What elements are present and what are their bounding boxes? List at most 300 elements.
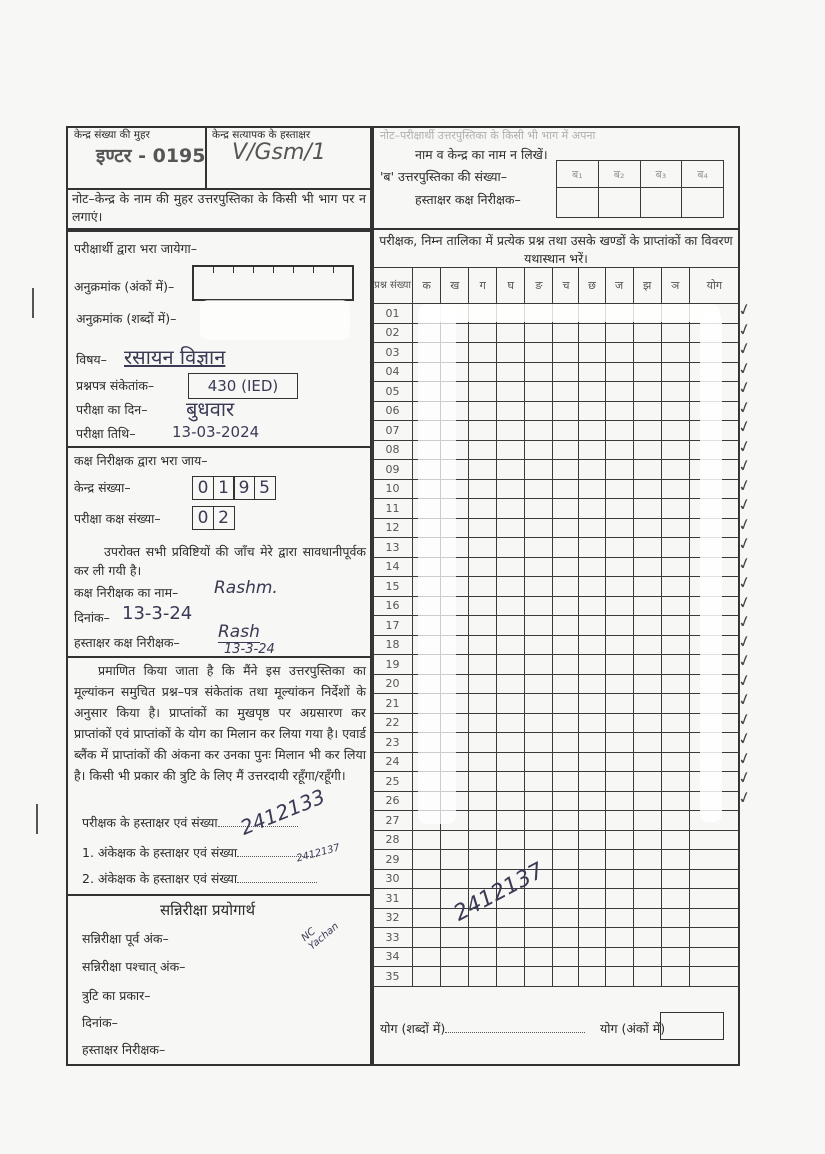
b-copy-sign-3[interactable] — [640, 188, 682, 218]
marks-cell[interactable] — [579, 362, 605, 382]
marks-cell[interactable] — [553, 752, 579, 772]
marks-cell[interactable] — [497, 635, 525, 655]
marks-cell[interactable] — [553, 850, 579, 870]
marks-cell[interactable] — [579, 323, 605, 343]
marks-cell[interactable] — [633, 616, 661, 636]
marks-cell[interactable] — [633, 947, 661, 967]
marks-cell[interactable] — [553, 538, 579, 558]
marks-cell[interactable] — [413, 850, 441, 870]
marks-cell[interactable] — [579, 655, 605, 675]
marks-cell[interactable] — [441, 869, 469, 889]
roll-words-redaction — [200, 300, 350, 340]
marks-cell[interactable] — [605, 440, 633, 460]
marks-cell[interactable] — [579, 577, 605, 597]
marks-cell[interactable] — [553, 889, 579, 909]
marks-cell[interactable] — [633, 674, 661, 694]
marks-cell[interactable] — [469, 421, 497, 441]
marks-cell[interactable] — [661, 928, 689, 948]
marks-cell[interactable] — [605, 616, 633, 636]
marks-cell[interactable] — [497, 713, 525, 733]
marks-cell[interactable] — [525, 499, 553, 519]
marks-cell[interactable] — [633, 694, 661, 714]
marks-cell[interactable] — [525, 538, 553, 558]
marks-cell[interactable] — [413, 928, 441, 948]
marks-cell[interactable] — [469, 967, 497, 987]
marks-cell[interactable] — [579, 479, 605, 499]
marks-cell[interactable] — [469, 343, 497, 363]
marks-cell[interactable] — [605, 538, 633, 558]
marks-cell[interactable] — [525, 460, 553, 480]
marks-cell[interactable] — [497, 538, 525, 558]
marks-cell[interactable] — [661, 421, 689, 441]
marks-cell[interactable] — [441, 850, 469, 870]
marks-cell[interactable] — [579, 343, 605, 363]
marks-cell[interactable] — [633, 460, 661, 480]
marks-cell[interactable] — [661, 538, 689, 558]
marks-cell[interactable] — [633, 479, 661, 499]
marks-cell[interactable] — [605, 791, 633, 811]
marks-cell[interactable] — [579, 616, 605, 636]
marks-cell[interactable] — [553, 460, 579, 480]
marks-cell[interactable] — [525, 343, 553, 363]
marks-cell[interactable] — [553, 479, 579, 499]
marks-cell[interactable] — [605, 577, 633, 597]
marks-cell[interactable] — [579, 928, 605, 948]
marks-cell[interactable] — [525, 577, 553, 597]
marks-cell[interactable] — [633, 791, 661, 811]
marks-cell[interactable] — [661, 479, 689, 499]
marks-cell[interactable] — [553, 440, 579, 460]
marks-cell[interactable] — [661, 908, 689, 928]
marks-cell[interactable] — [633, 421, 661, 441]
marks-cell[interactable] — [525, 635, 553, 655]
marks-cell[interactable] — [553, 499, 579, 519]
marks-cell[interactable] — [579, 499, 605, 519]
marks-cell[interactable] — [497, 518, 525, 538]
marks-cell[interactable] — [413, 830, 441, 850]
marks-cell[interactable] — [661, 811, 689, 831]
marks-cell[interactable] — [441, 947, 469, 967]
marks-cell[interactable] — [525, 655, 553, 675]
marks-cell[interactable] — [553, 518, 579, 538]
marks-cell[interactable] — [441, 928, 469, 948]
marks-cell[interactable] — [661, 791, 689, 811]
marks-cell[interactable] — [469, 811, 497, 831]
marks-cell[interactable] — [579, 889, 605, 909]
row-total-cell[interactable] — [689, 928, 739, 948]
marks-cell[interactable] — [497, 401, 525, 421]
marks-cell[interactable] — [497, 382, 525, 402]
marks-cell[interactable] — [469, 362, 497, 382]
marks-cell[interactable] — [525, 772, 553, 792]
row-total-cell[interactable] — [689, 850, 739, 870]
marks-cell[interactable] — [413, 967, 441, 987]
marks-cell[interactable] — [469, 557, 497, 577]
marks-cell[interactable] — [633, 655, 661, 675]
marks-cell[interactable] — [579, 635, 605, 655]
marks-cell[interactable] — [553, 362, 579, 382]
marks-cell[interactable] — [579, 752, 605, 772]
marks-cell[interactable] — [661, 616, 689, 636]
marks-cell[interactable] — [605, 694, 633, 714]
row-total-cell[interactable] — [689, 889, 739, 909]
marks-cell[interactable] — [497, 694, 525, 714]
marks-cell[interactable] — [497, 440, 525, 460]
marks-cell[interactable] — [579, 967, 605, 987]
marks-cell[interactable] — [469, 323, 497, 343]
checker2-sign-line[interactable] — [237, 882, 317, 883]
marks-cell[interactable] — [469, 850, 497, 870]
marks-cell[interactable] — [661, 713, 689, 733]
marks-cell[interactable] — [553, 694, 579, 714]
marks-cell[interactable] — [661, 674, 689, 694]
marks-cell[interactable] — [605, 362, 633, 382]
marks-cell[interactable] — [633, 772, 661, 792]
marks-cell[interactable] — [525, 616, 553, 636]
marks-cell[interactable] — [553, 616, 579, 636]
marks-cell[interactable] — [497, 967, 525, 987]
marks-cell[interactable] — [579, 518, 605, 538]
marks-cell[interactable] — [579, 538, 605, 558]
marks-cell[interactable] — [661, 440, 689, 460]
marks-cell[interactable] — [413, 889, 441, 909]
marks-cell[interactable] — [497, 908, 525, 928]
marks-cell[interactable] — [579, 382, 605, 402]
marks-cell[interactable] — [469, 830, 497, 850]
marks-cell[interactable] — [553, 772, 579, 792]
marks-cell[interactable] — [605, 869, 633, 889]
row-total-cell[interactable] — [689, 869, 739, 889]
marks-cell[interactable] — [605, 382, 633, 402]
marks-cell[interactable] — [661, 362, 689, 382]
marks-cell[interactable] — [525, 596, 553, 616]
marks-cell[interactable] — [469, 616, 497, 636]
marks-cell[interactable] — [605, 752, 633, 772]
marks-cell[interactable] — [469, 518, 497, 538]
marks-cell[interactable] — [605, 479, 633, 499]
marks-cell[interactable] — [661, 733, 689, 753]
marks-cell[interactable] — [497, 733, 525, 753]
marks-cell[interactable] — [633, 557, 661, 577]
marks-cell[interactable] — [579, 830, 605, 850]
marks-cell[interactable] — [579, 421, 605, 441]
marks-cell[interactable] — [469, 382, 497, 402]
marks-cell[interactable] — [497, 499, 525, 519]
marks-cell[interactable] — [633, 596, 661, 616]
marks-cell[interactable] — [553, 967, 579, 987]
marks-cell[interactable] — [605, 674, 633, 694]
marks-cell[interactable] — [413, 908, 441, 928]
marks-cell[interactable] — [553, 674, 579, 694]
marks-cell[interactable] — [633, 382, 661, 402]
marks-cell[interactable] — [525, 479, 553, 499]
marks-cell[interactable] — [469, 772, 497, 792]
marks-cell[interactable] — [469, 674, 497, 694]
marks-cell[interactable] — [553, 830, 579, 850]
marks-cell[interactable] — [469, 752, 497, 772]
marks-cell[interactable] — [633, 869, 661, 889]
marks-cell[interactable] — [579, 674, 605, 694]
marks-cell[interactable] — [553, 713, 579, 733]
marks-cell[interactable] — [579, 401, 605, 421]
marks-cell[interactable] — [605, 499, 633, 519]
marks-cell[interactable] — [579, 557, 605, 577]
marks-cell[interactable] — [579, 772, 605, 792]
marks-cell[interactable] — [605, 908, 633, 928]
marks-cell[interactable] — [553, 869, 579, 889]
marks-cell[interactable] — [553, 655, 579, 675]
marks-cell[interactable] — [469, 538, 497, 558]
marks-cell[interactable] — [633, 538, 661, 558]
marks-cell[interactable] — [497, 362, 525, 382]
marks-cell[interactable] — [525, 382, 553, 402]
marks-cell[interactable] — [661, 889, 689, 909]
marks-cell[interactable] — [553, 811, 579, 831]
verification-text: उपरोक्त सभी प्रविष्टियों की जाँच मेरे द्वारा सावधानीपूर्वक कर ली गयी है। — [74, 544, 366, 578]
marks-cell[interactable] — [525, 362, 553, 382]
marks-cell[interactable] — [633, 908, 661, 928]
marks-cell[interactable] — [605, 518, 633, 538]
marks-cell[interactable] — [605, 635, 633, 655]
marks-cell[interactable] — [553, 791, 579, 811]
marks-cell[interactable] — [525, 928, 553, 948]
marks-cell[interactable] — [605, 323, 633, 343]
marks-cell[interactable] — [497, 616, 525, 636]
marks-cell[interactable] — [579, 440, 605, 460]
marks-cell[interactable] — [525, 947, 553, 967]
marks-cell[interactable] — [633, 577, 661, 597]
marks-cell[interactable] — [605, 928, 633, 948]
marks-cell[interactable] — [525, 967, 553, 987]
marks-cell[interactable] — [633, 362, 661, 382]
marks-cell[interactable] — [661, 460, 689, 480]
marks-cell[interactable] — [661, 772, 689, 792]
question-number: 28 — [373, 830, 413, 850]
marks-cell[interactable] — [525, 733, 553, 753]
marks-cell[interactable] — [525, 811, 553, 831]
marks-cell[interactable] — [469, 401, 497, 421]
marks-cell[interactable] — [579, 596, 605, 616]
marks-cell[interactable] — [633, 518, 661, 538]
marks-cell[interactable] — [525, 908, 553, 928]
marks-cell[interactable] — [413, 947, 441, 967]
marks-cell[interactable] — [469, 928, 497, 948]
marks-cell[interactable] — [525, 421, 553, 441]
marks-cell[interactable] — [525, 401, 553, 421]
marks-cell[interactable] — [553, 947, 579, 967]
marks-cell[interactable] — [633, 323, 661, 343]
marks-cell[interactable] — [553, 343, 579, 363]
marks-cell[interactable] — [497, 323, 525, 343]
marks-cell[interactable] — [661, 635, 689, 655]
marks-cell[interactable] — [469, 596, 497, 616]
marks-cell[interactable] — [661, 323, 689, 343]
total-words-line[interactable] — [445, 1032, 585, 1033]
marks-cell[interactable] — [497, 343, 525, 363]
marks-cell[interactable] — [553, 733, 579, 753]
marks-cell[interactable] — [497, 596, 525, 616]
b-copy-sign-4[interactable] — [682, 188, 724, 218]
marks-cell[interactable] — [633, 752, 661, 772]
marks-cell[interactable] — [605, 830, 633, 850]
marks-cell[interactable] — [633, 440, 661, 460]
marks-cell[interactable] — [497, 479, 525, 499]
marks-cell[interactable] — [605, 421, 633, 441]
marks-cell[interactable] — [605, 557, 633, 577]
marks-cell[interactable] — [469, 791, 497, 811]
question-number: 01 — [373, 304, 413, 324]
marks-cell[interactable] — [413, 869, 441, 889]
marks-cell[interactable] — [579, 713, 605, 733]
row-total-cell[interactable] — [689, 908, 739, 928]
marks-cell[interactable] — [661, 401, 689, 421]
marks-cell[interactable] — [497, 752, 525, 772]
marks-cell[interactable] — [553, 908, 579, 928]
marks-cell[interactable] — [525, 889, 553, 909]
marks-cell[interactable] — [661, 967, 689, 987]
marks-cell[interactable] — [553, 421, 579, 441]
marks-cell[interactable] — [579, 460, 605, 480]
marks-cell[interactable] — [633, 343, 661, 363]
marks-cell[interactable] — [661, 343, 689, 363]
marks-cell[interactable] — [525, 713, 553, 733]
marks-cell[interactable] — [525, 323, 553, 343]
marks-cell[interactable] — [633, 967, 661, 987]
marks-cell[interactable] — [661, 752, 689, 772]
marks-cell[interactable] — [441, 967, 469, 987]
marks-cell[interactable] — [497, 830, 525, 850]
marks-cell[interactable] — [525, 791, 553, 811]
marks-cell[interactable] — [497, 772, 525, 792]
marks-cell[interactable] — [661, 947, 689, 967]
marks-cell[interactable] — [605, 401, 633, 421]
marks-cell[interactable] — [497, 557, 525, 577]
marks-cell[interactable] — [469, 694, 497, 714]
marks-cell[interactable] — [605, 655, 633, 675]
marks-cell[interactable] — [633, 830, 661, 850]
marks-cell[interactable] — [469, 440, 497, 460]
marks-cell[interactable] — [579, 850, 605, 870]
marks-cell[interactable] — [633, 811, 661, 831]
marks-cell[interactable] — [661, 850, 689, 870]
marks-cell[interactable] — [525, 830, 553, 850]
marks-cell[interactable] — [497, 947, 525, 967]
marks-cell[interactable] — [661, 382, 689, 402]
row-total-cell[interactable] — [689, 967, 739, 987]
marks-cell[interactable] — [469, 635, 497, 655]
marks-cell[interactable] — [469, 713, 497, 733]
marks-cell[interactable] — [497, 655, 525, 675]
marks-cell[interactable] — [661, 869, 689, 889]
marks-cell[interactable] — [553, 323, 579, 343]
marks-cell[interactable] — [579, 733, 605, 753]
marks-cell[interactable] — [553, 401, 579, 421]
b-copy-sign-1[interactable] — [557, 188, 599, 218]
marks-cell[interactable] — [497, 811, 525, 831]
marks-cell[interactable] — [553, 635, 579, 655]
marks-cell[interactable] — [525, 440, 553, 460]
marks-cell[interactable] — [661, 830, 689, 850]
marks-cell[interactable] — [661, 577, 689, 597]
marks-cell[interactable] — [579, 811, 605, 831]
marks-cell[interactable] — [553, 557, 579, 577]
marks-cell[interactable] — [633, 401, 661, 421]
marks-cell[interactable] — [469, 733, 497, 753]
marks-cell[interactable] — [661, 499, 689, 519]
marks-cell[interactable] — [633, 499, 661, 519]
marks-cell[interactable] — [525, 752, 553, 772]
marks-cell[interactable] — [497, 928, 525, 948]
marks-cell[interactable] — [661, 694, 689, 714]
marks-cell[interactable] — [661, 518, 689, 538]
marks-cell[interactable] — [605, 733, 633, 753]
marks-cell[interactable] — [605, 811, 633, 831]
marks-cell[interactable] — [605, 343, 633, 363]
marks-cell[interactable] — [605, 947, 633, 967]
marks-cell[interactable] — [579, 908, 605, 928]
marks-cell[interactable] — [525, 694, 553, 714]
row-total-cell[interactable] — [689, 830, 739, 850]
margin-mark — [32, 288, 34, 318]
marks-cell[interactable] — [553, 596, 579, 616]
marks-cell[interactable] — [469, 655, 497, 675]
marks-cell[interactable] — [469, 479, 497, 499]
b-copy-sign-2[interactable] — [598, 188, 640, 218]
grid-redaction — [420, 304, 720, 322]
roll-digits-input[interactable] — [192, 265, 354, 301]
marks-cell[interactable] — [579, 694, 605, 714]
marks-cell[interactable] — [605, 460, 633, 480]
marks-cell[interactable] — [497, 460, 525, 480]
marks-cell[interactable] — [525, 557, 553, 577]
marks-cell[interactable] — [605, 850, 633, 870]
marks-cell[interactable] — [633, 733, 661, 753]
marks-cell[interactable] — [497, 577, 525, 597]
marks-cell[interactable] — [605, 772, 633, 792]
total-digits-box[interactable] — [660, 1012, 724, 1040]
marks-cell[interactable] — [605, 967, 633, 987]
marks-cell[interactable] — [661, 596, 689, 616]
marks-cell[interactable] — [605, 713, 633, 733]
marks-cell[interactable] — [633, 928, 661, 948]
marks-cell[interactable] — [579, 791, 605, 811]
marks-cell[interactable] — [525, 674, 553, 694]
marks-cell[interactable] — [469, 947, 497, 967]
marks-cell[interactable] — [579, 869, 605, 889]
marks-cell[interactable] — [633, 713, 661, 733]
marks-cell[interactable] — [553, 577, 579, 597]
marks-cell[interactable] — [497, 421, 525, 441]
marks-cell[interactable] — [605, 889, 633, 909]
marks-cell[interactable] — [633, 889, 661, 909]
marks-cell[interactable] — [605, 596, 633, 616]
marks-cell[interactable] — [469, 499, 497, 519]
marks-cell[interactable] — [661, 557, 689, 577]
marks-cell[interactable] — [525, 518, 553, 538]
marks-cell[interactable] — [633, 850, 661, 870]
marks-cell[interactable] — [469, 460, 497, 480]
row-total-cell[interactable] — [689, 947, 739, 967]
marks-cell[interactable] — [553, 928, 579, 948]
marks-cell[interactable] — [497, 674, 525, 694]
marks-cell[interactable] — [553, 382, 579, 402]
marks-cell[interactable] — [497, 791, 525, 811]
marks-cell[interactable] — [579, 947, 605, 967]
marks-cell[interactable] — [441, 830, 469, 850]
marks-cell[interactable] — [661, 655, 689, 675]
marks-cell[interactable] — [633, 635, 661, 655]
marks-cell[interactable] — [469, 577, 497, 597]
